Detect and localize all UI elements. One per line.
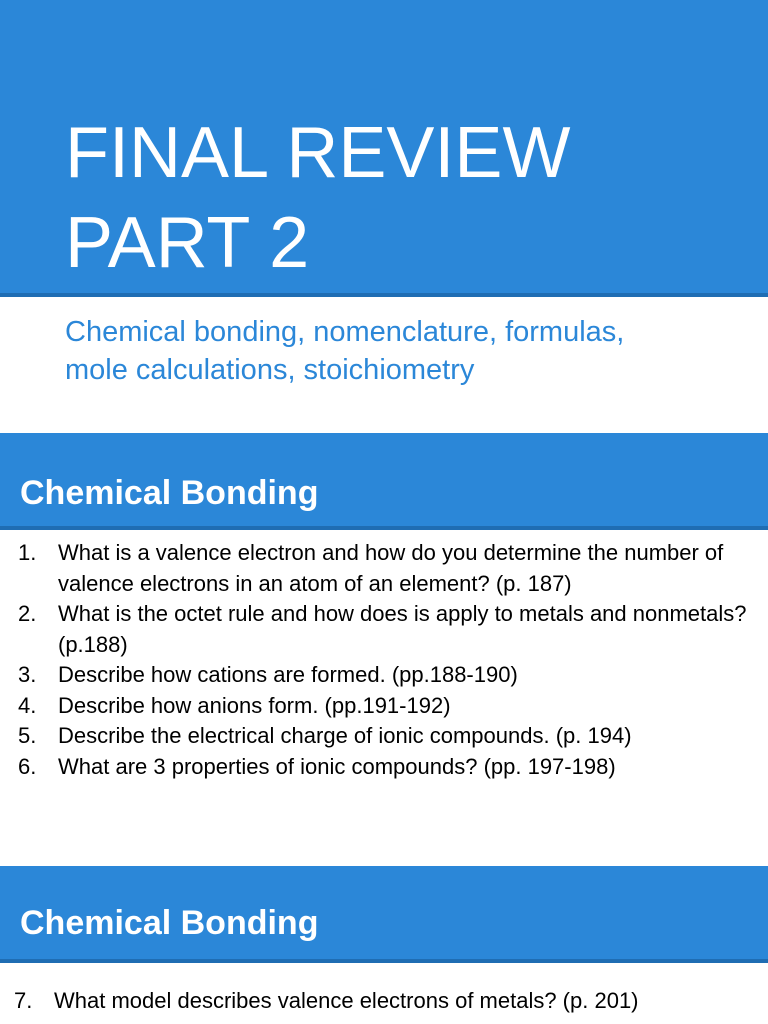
subtitle xyxy=(65,313,745,389)
question-item xyxy=(18,691,753,722)
section2-heading: Chemical Bonding xyxy=(20,904,319,942)
subtitle-line-1: Chemical bonding, nomenclature, formulas, xyxy=(65,316,625,348)
question-text: What are 3 properties of ionic compounds? (pp. 197-198) xyxy=(58,753,616,779)
page-title xyxy=(65,108,570,288)
question-number: 2. xyxy=(18,601,37,626)
title-line-1: FINAL REVIEW xyxy=(65,113,571,193)
section2-divider xyxy=(0,959,768,963)
question-item xyxy=(18,660,753,691)
section1-heading: Chemical Bonding xyxy=(20,474,319,512)
question-item xyxy=(14,986,759,1017)
question-item xyxy=(18,599,753,660)
question-number: 3. xyxy=(18,662,37,687)
question-number: 5. xyxy=(18,723,37,748)
question-text: Describe how anions form. (pp.191-192) xyxy=(58,692,451,718)
question-text: What is a valence electron and how do you determine the number of valence electrons in an atom of an element? (p. 187) xyxy=(58,540,724,596)
question-text: Describe how cations are formed. (pp.188-190) xyxy=(58,662,518,687)
question-item xyxy=(18,721,753,752)
question-text: What model describes valence electrons of metals? (p. 201) xyxy=(54,988,639,1013)
section2-question-list xyxy=(14,986,759,1017)
question-text: Describe the electrical charge of ionic compounds. (p. 194) xyxy=(58,723,632,748)
question-number: 7. xyxy=(14,988,33,1013)
section1-divider xyxy=(0,526,768,530)
question-number: 1. xyxy=(18,540,37,565)
title-line-2: PART 2 xyxy=(65,203,310,283)
question-number: 4. xyxy=(18,692,37,718)
question-text: What is the octet rule and how does is apply to metals and nonmetals? (p.188) xyxy=(58,601,747,657)
subtitle-line-2: mole calculations, stoichiometry xyxy=(65,354,475,386)
title-divider xyxy=(0,293,768,297)
question-item xyxy=(18,538,753,599)
question-item xyxy=(18,752,753,783)
question-number: 6. xyxy=(18,753,37,779)
section1-question-list xyxy=(18,538,753,782)
